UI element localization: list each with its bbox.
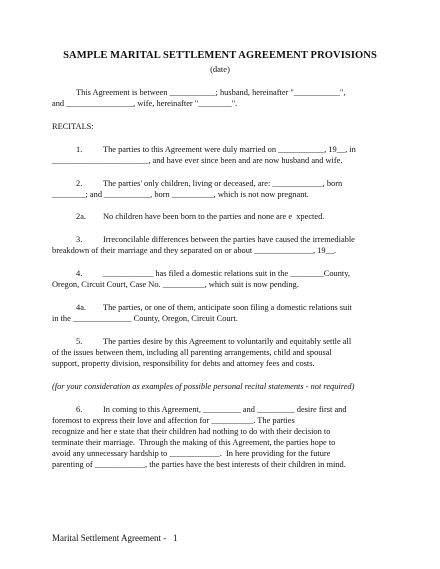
paragraph-line: ____________ has filed a domestic relations suit in the ________County,	[103, 269, 350, 278]
paragraph-line: breakdown of their marriage and they separated on or about ______________, 19__.	[52, 246, 336, 255]
paragraph-line: foremost to express their love and affection for __________. The parties	[52, 416, 295, 425]
recitals-heading: RECITALS:	[52, 122, 94, 131]
paragraph-number: 3.	[76, 235, 83, 244]
paragraph-line: _______________________, and have ever since been and are now husband and wife.	[52, 156, 343, 165]
paragraph-line: The parties desire by this Agreement to voluntarily and equitably settle all	[103, 337, 352, 346]
document-title: SAMPLE MARITAL SETTLEMENT AGREEMENT PROVISIONS	[63, 50, 377, 61]
paragraph-line: The parties, or one of them, anticipate soon filing a domestic relations suit	[103, 303, 352, 312]
paragraph-line: avoid any unnecessary hardship to ____________. In here providing for the future	[52, 449, 331, 458]
paragraph-line: The parties' only children, living or deceased, are: ____________, born	[103, 179, 343, 188]
page-footer: Marital Settlement Agreement - 1	[52, 533, 178, 543]
paragraph-line: Oregon, Circuit Court, Case No. __________, which suit is now pending.	[52, 280, 299, 289]
paragraph-number: 4a.	[76, 303, 86, 312]
paragraph-number: 2.	[76, 179, 83, 188]
paragraph-line: No children have been born to the parties and none are e xpected.	[103, 212, 325, 221]
paragraph-line: ________; and ___________, born __________, which is not now pregnant.	[52, 190, 309, 199]
paragraph-line: of the issues between them, including all parenting arrangements, child and spousal	[52, 348, 332, 357]
paragraph-number: 5.	[76, 337, 83, 346]
paragraph-line: terminate their marriage. Through the making of this Agreement, the parties hope to	[52, 438, 336, 447]
document-date: (date)	[210, 64, 230, 74]
paragraph-number: 4.	[76, 269, 83, 278]
italic-note: (for your consideration as examples of possible personal recital statements - not required)	[52, 382, 355, 391]
paragraph-line: The parties to this Agreement were duly married on ___________, 19__, in	[103, 145, 356, 154]
paragraph-line: recognize and her e state that their children had nothing to do with their decision to	[52, 427, 331, 436]
paragraph-line: in the ______________ County, Oregon, Circuit Court.	[52, 314, 238, 323]
intro-line: This Agreement is between ___________; husband, hereinafter "___________",	[76, 88, 346, 97]
paragraph-number: 2a.	[76, 212, 86, 221]
paragraph-number: 6.	[76, 405, 83, 414]
intro-line: and ________________, wife, hereinafter "________".	[52, 99, 238, 108]
paragraph-line: In coming to this Agreement, _________ and _________ desire first and	[103, 405, 347, 414]
paragraph-line: support, property division, responsibility for debts and attorney fees and costs.	[52, 359, 315, 368]
paragraph-line: Irreconcilable differences between the parties have caused the irremediable	[103, 235, 355, 244]
paragraph-number: 1.	[76, 145, 83, 154]
paragraph-line: parenting of ____________, the parties have the best interests of their children in mind.	[52, 460, 346, 469]
